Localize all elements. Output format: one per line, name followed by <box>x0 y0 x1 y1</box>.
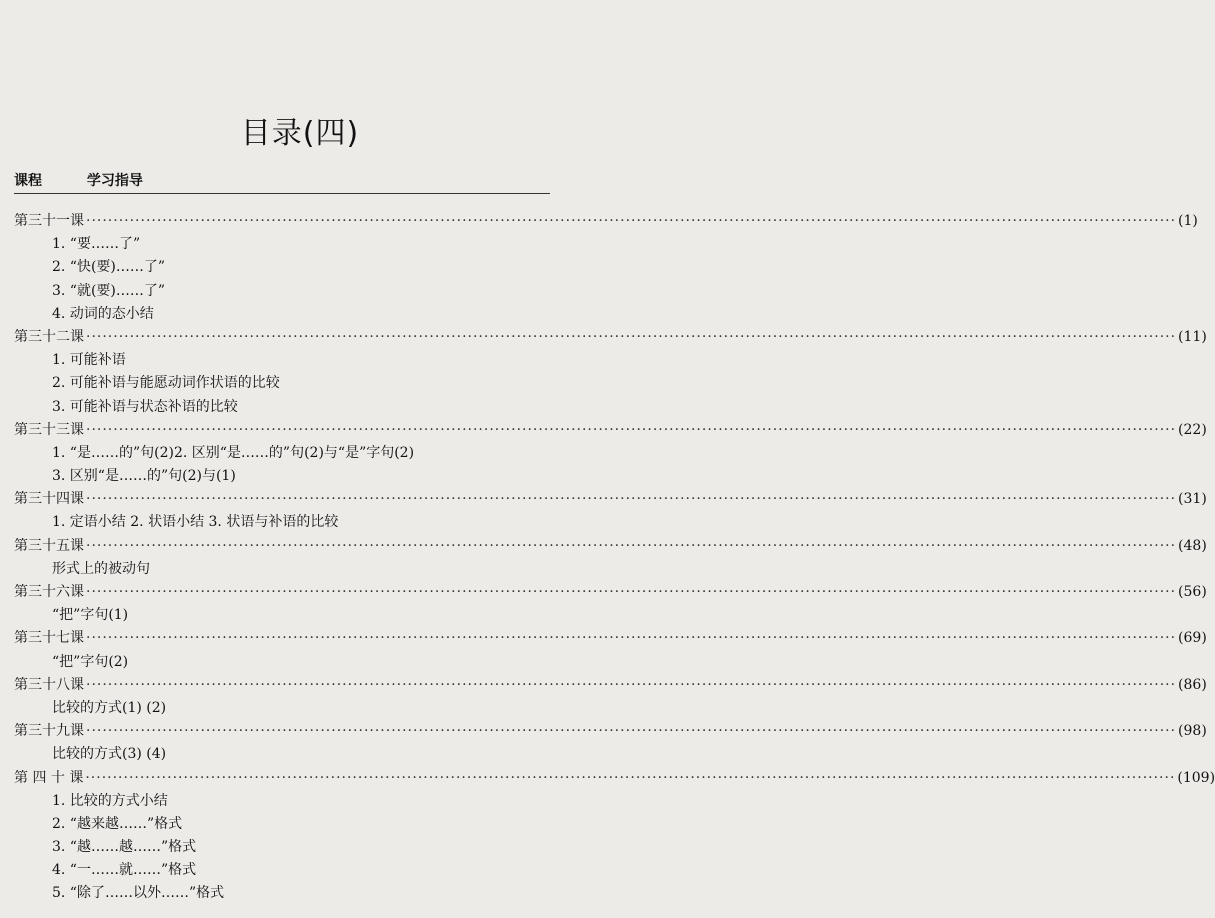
page-number: (109) <box>1177 769 1215 786</box>
toc-lesson-entry <box>14 419 1207 442</box>
topic-text: 1. “是……的”句(2)2. 区别“是……的”句(2)与“是”字句(2) <box>52 444 415 461</box>
toc-topic-item <box>14 511 550 534</box>
topic-text: 2. “快(要)……了” <box>52 259 166 276</box>
toc-lesson-entry <box>14 535 1207 558</box>
leader-dots: ········································································································································································································ <box>86 328 1177 345</box>
topic-text: 3. 可能补语与状态补语的比较 <box>52 398 238 415</box>
topic-text: 2. “越来越……”格式 <box>52 815 183 832</box>
leader-dots: ········································································································································································································ <box>86 213 1177 229</box>
header-guidance: 学习指导 <box>86 173 143 189</box>
toc-topic-item <box>14 233 550 256</box>
toc-topic-item <box>14 790 550 813</box>
topic-text: 5. “除了……以外……”格式 <box>52 885 225 902</box>
topic-text: 比较的方式(3) (4) <box>52 746 167 763</box>
toc-topic-item <box>14 697 550 720</box>
toc-topic-item <box>14 303 550 326</box>
topic-text: “把”字句(1) <box>52 607 129 624</box>
page-number: (56) <box>1178 584 1207 600</box>
toc-lesson-entry <box>14 210 1198 233</box>
lesson-label: 第三十八课 <box>14 676 84 693</box>
page-number: (86) <box>1178 676 1207 693</box>
leader-dots: ········································································································································································································ <box>86 491 1177 508</box>
page-number: (31) <box>1178 491 1207 508</box>
page-number: (11) <box>1178 328 1207 345</box>
header-course: 课程 <box>14 173 42 189</box>
lesson-label: 第 四 十 课 <box>14 769 84 786</box>
toc-topic-item <box>14 651 550 674</box>
lesson-label: 第三十四课 <box>14 491 84 508</box>
topic-text: 1. 可能补语 <box>52 352 126 369</box>
leader-dots: ········································································································································································································ <box>86 630 1177 647</box>
lesson-label: 第三十三课 <box>14 421 84 438</box>
lesson-label: 第三十九课 <box>14 723 84 740</box>
topic-text: 3. “就(要)……了” <box>52 282 166 299</box>
page-number: (69) <box>1178 630 1207 647</box>
toc-lesson-entry <box>14 326 1207 349</box>
toc-lesson-entry <box>14 767 1215 790</box>
toc-lesson-entry <box>14 674 1207 697</box>
topic-text: 2. 可能补语与能愿动词作状语的比较 <box>52 375 280 392</box>
topic-text: 1. 定语小结 2. 状语小结 3. 状语与补语的比较 <box>52 514 339 531</box>
toc-topic-item <box>14 465 550 488</box>
topic-text: 形式上的被动句 <box>52 560 150 577</box>
toc-lesson-entry <box>14 581 1207 604</box>
toc-topic-item <box>14 349 550 372</box>
leader-dots: ········································································································································································································ <box>86 584 1177 600</box>
leader-dots: ········································································································································································································ <box>85 769 1176 786</box>
topic-text: 4. “一……就……”格式 <box>52 862 197 879</box>
lesson-label: 第三十一课 <box>14 213 84 229</box>
table-of-contents <box>14 210 1215 906</box>
lesson-label: 第三十五课 <box>14 537 84 554</box>
toc-topic-item <box>14 813 550 836</box>
topic-text: 1. 比较的方式小结 <box>52 792 168 809</box>
toc-topic-item <box>14 396 550 419</box>
lesson-label: 第三十七课 <box>14 630 84 647</box>
lesson-label: 第三十二课 <box>14 328 84 345</box>
topic-text: 4. 动词的态小结 <box>52 305 154 322</box>
toc-topic-item <box>14 256 550 279</box>
toc-lesson-entry <box>14 488 1207 511</box>
lesson-label: 第三十六课 <box>14 584 84 600</box>
toc-topic-item <box>14 604 550 627</box>
leader-dots: ········································································································································································································ <box>86 676 1177 693</box>
toc-topic-item <box>14 882 550 905</box>
page-number: (98) <box>1178 723 1207 740</box>
toc-topic-item <box>14 859 550 882</box>
topic-text: 3. “越……越……”格式 <box>52 839 197 856</box>
topic-text: “把”字句(2) <box>52 653 129 670</box>
leader-dots: ········································································································································································································ <box>86 723 1177 740</box>
topic-text: 3. 区别“是……的”句(2)与(1) <box>52 468 236 485</box>
page-number: (22) <box>1178 421 1207 438</box>
toc-topic-item <box>14 836 550 859</box>
page-title: 目录(四) <box>240 116 360 151</box>
page-number: (48) <box>1178 537 1207 554</box>
leader-dots: ········································································································································································································ <box>86 537 1177 554</box>
toc-lesson-entry <box>14 627 1207 650</box>
leader-dots: ········································································································································································································ <box>86 421 1177 438</box>
toc-topic-item <box>14 442 550 465</box>
toc-topic-item <box>14 372 550 395</box>
toc-lesson-entry <box>14 720 1207 743</box>
toc-topic-item <box>14 558 550 581</box>
header-divider <box>14 193 550 194</box>
topic-text: 1. “要……了” <box>52 236 141 253</box>
toc-topic-item <box>14 743 550 766</box>
column-header <box>14 170 143 190</box>
page-number: (1) <box>1178 213 1198 229</box>
toc-topic-item <box>14 280 550 303</box>
topic-text: 比较的方式(1) (2) <box>52 699 167 716</box>
